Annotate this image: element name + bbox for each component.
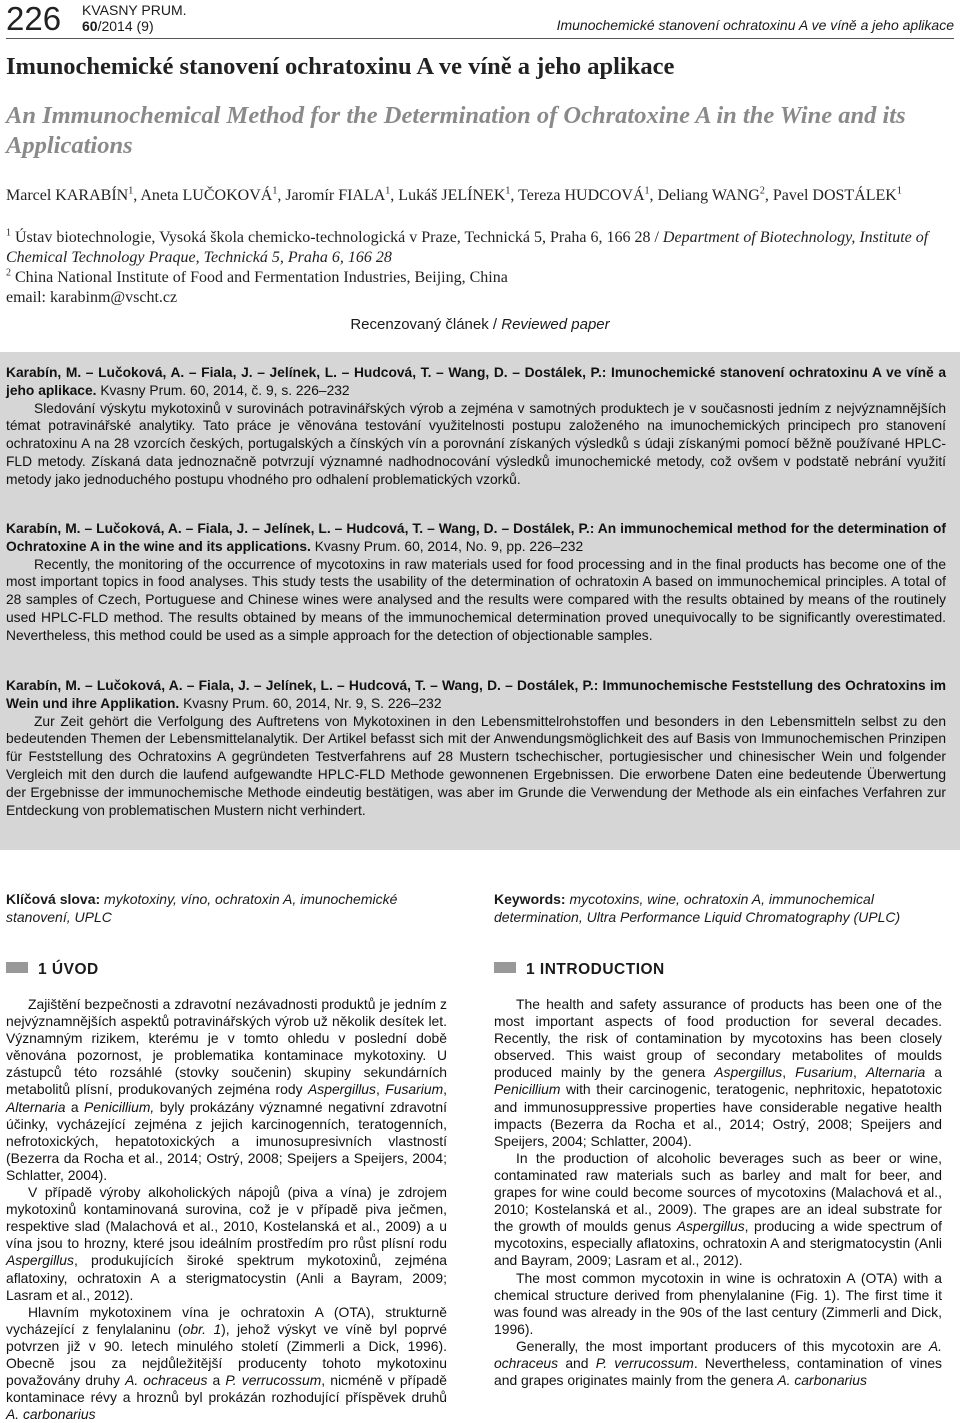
affiliations [6, 228, 946, 308]
section-heading-english: 1 INTRODUCTION [494, 961, 665, 979]
abstract-box [0, 352, 960, 850]
body-column-czech [6, 996, 447, 1423]
paragraph: The most common mycotoxin in wine is ochratoxin A (OTA) with a chemical structure derived from phenylalanine (Fig. 1). The first time it was found was already in the 90s of the last century (Zimmerli and Dick, 1996). [494, 1269, 942, 1337]
author: Lukáš JELÍNEK$^1$, [398, 185, 519, 204]
abstract-english: Karabín, M. – Lučoková, A. – Fiala, J. – Jelínek, L. – Hudcová, T. – Wang, D. – Dostálek, P.: An immunochemical method for the determination of Ochratoxine A in the wine and its applications. Kvasny Prum. 60, 2014, No. 9, pp. 226–232 Recently, the monitoring of the occurrence of mycotoxins in raw materials used for food processing and in the final products has become one of the most important topics in food analyses. This study tests the usability of the determination of ochratoxin A based on immunochemical principles. A total of 28 samples of Czech, Portuguese and Chinese wines were analysed and the results were compared with the results obtained by means of the routinely used HPLC-FLD method. The results obtained by means of the immunochemical determination proved unequivocally to be significantly overestimated. Nevertheless, this method could be used as a simple approach for the detection of objectionable samples. [6, 521, 946, 643]
paragraph: V případě výroby alkoholických nápojů (piva a vína) je zdrojem mykotoxinů kontaminovaná surovina, což je v případě piva ječmen, respektive slad (Malachová et al., 2010, Kostelanská et al., 2009) a u vína jsou to hrozny, které jsou ideálním prostředím pro růst plísní rodu Aspergillus, produkujících široké spektrum mykotoxinů, zejména aflatoxiny, ochratoxin A a sterigmatocystin (Anli a Bayram, 2009; Lasram et al., 2012). [6, 1184, 447, 1303]
abstract-german: Karabín, M. – Lučoková, A. – Fiala, J. – Jelínek, L. – Hudcová, T. – Wang, D. – Dostálek, P.: Immunochemische Feststellung des Ochratoxins im Wein und ihre Applikation. Kvasny Prum. 60, 2014, Nr. 9, S. 226–232 Zur Zeit gehört die Verfolgung des Auftretens von Mykotoxinen in den Lebensmittelrohstoffen und besonders in den Lebensmitteln selbst zu den bedeutenden Themen der Lebensmittelanalytik. Der Artikel befasst sich mit der Anwendungsmöglichkeit des auf Basis von Immunochemischen Prinzipen für Feststellung des Ochratoxins A gegründeten Testverfahrens auf 28 Mustern tschechischer, portugiesischer und chinesischer Wein und folgender Vergleich mit den durch die laufend aufgewandte HPLC-FLD Methode gewonnenen Ergebnissen. Die erworbene Daten eine bedeutende Überwertung der Ergebnisse der immunochemische Methode eindeutig bestätigen, was aber im Grunde die Verwendung der Methode als ein einfaches Verfahren zur Entdeckung von problematischen Mustern nicht verhindert. [6, 678, 946, 818]
author-list [6, 186, 946, 206]
affiliation-2: $^2$ China National Institute of Food and Fermentation Industries, Beijing, China [6, 267, 508, 286]
email[interactable]: email: karabinm@vscht.cz [6, 289, 178, 306]
keywords-czech: Klíčová slova: mykotoxiny, víno, ochratoxin A, imunochemické stanovení, UPLC [6, 891, 398, 925]
paragraph: The health and safety assurance of products has been one of the most important aspects of food production for several decades. Recently, the risk of contamination by mycotoxins has been closely observed. This waist group of secondary metabolites of moulds produced mainly by the genera Aspergillus, Fusarium, Alternaria a Penicillium with their carcinogenic, teratogenic, nephritoxic, hepatotoxic and immunosuppressive properties have considerable negative health impacts (Bezerra da Rocha et al., 2014; Ostrý, 2008; Speijers and Speijers, 2004; Schlatter, 2004). [494, 996, 943, 1149]
abstract-czech: Karabín, M. – Lučoková, A. – Fiala, J. – Jelínek, L. – Hudcová, T. – Wang, D. – Dostálek, P.: Imunochemické stanovení ochratoxinu A ve víně a jeho aplikace. Kvasny Prum. 60, 2014, č. 9, s. 226–232 Sledování výskytu mykotoxinů v surovinách potravinářských výrob a zejména v samotných produktech je v současnosti jedním z nejvýznamnějších témat potravinářské analytiky. Tato práce je věnována testování využitelnosti postupu založeného na imunochemických principech pro stanovení ochratoxinu A na 28 vzorcích českých, portugalských a čínských vín a porovnání získaných výsledků s údaji získanými pomocí běžně používané HPLC-FLD metody. Získaná data jednoznačně potvrzují významné nadhodnocování výsledků imunochemické metody, což ovšem v podstatě nebrání využití metody jako jednoduchého postupu vhodného pro odhalení problematických vzorků. [6, 365, 946, 487]
body-column-english [494, 996, 942, 1389]
paragraph: Hlavním mykotoxinem vína je ochratoxin A (OTA), strukturně vycházející z fenylalaninu (obr. 1), jehož výskyt ve víně byl poprvé potvrzen již v 90. letech minulého století (Zimmerli a Dick, 1996). Obecně jsou za nejdůležitější producenty tohoto mykotoxinu považovány druhy A. ochraceus a P. verrucossum, nicméně v případě kontaminace révy a hroznů byl prokázán rozhodující příspěvek druhů A. carbonarius [6, 1303, 447, 1423]
header-divider [6, 38, 954, 39]
section-heading-czech: 1 ÚVOD [6, 961, 99, 979]
paragraph: Generally, the most important producers of this mycotoxin are A. ochraceus and P. verrucossum. Nevertheless, contamination of vines and grapes originates mainly from the genera A. carbonarius [494, 1337, 943, 1389]
paragraph: In the production of alcoholic beverages such as beer or wine, contaminated raw materials such as barley and malt for beer, and grapes for wine could become sources of mycotoxins (Malachová et al., 2010; Kostelanská et al., 2009). The grapes are an ideal substrate for the growth of moulds genus Aspergillus, producing a wide spectrum of mycotoxins, especially aflatoxins, ochratoxin A and sterigmatocystin (Anli and Bayram, 2009; Lasram et al., 2012). [494, 1149, 943, 1269]
title-czech: Imunochemické stanovení ochratoxinu A ve víně a jeho aplikace [6, 53, 675, 80]
journal-name: KVASNY PRUM. [82, 2, 187, 18]
keywords-english: Keywords: mycotoxins, wine, ochratoxin A, immunochemical determination, Ultra Performance Liquid Chromatography (UPLC) [494, 891, 901, 925]
author: Marcel KARABÍN$^1$, [6, 185, 141, 204]
heading-marker [494, 962, 516, 973]
title-english: An Immunochemical Method for the Determination of Ochratoxine A in the Wine and its Applications [6, 102, 906, 159]
author: Jaromír FIALA$^1$, [285, 185, 399, 204]
author: Pavel DOSTÁLEK$^1$ [772, 185, 902, 204]
review-label: Recenzovaný článek / Reviewed paper [350, 316, 610, 333]
paragraph: Zajištění bezpečnosti a zdravotní nezávadnosti produktů je jedním z nejvýznamnějších aspektů potravinářských výrob už několik desítek let. Významným rizikem, kterému je v tomto ohledu v poslední době věnována pozornost, je problematika kontaminace mykotoxiny. U zástupců této rozsáhlé (stovky součenin) skupiny sekundárních metabolitů plísní, produkovaných zejména rody Aspergillus, Fusarium, Alternaria a Penicillium, byly prokázány významné negativní zdravotní účinky, vycházející zejména z jejich karcinogenních, teratogenních, nefrotoxických, hepatotoxických a imunosupresivních vlastností (Bezerra da Rocha et al., 2014; Ostrý, 2008; Speijers a Speijers, 2004; Schlatter, 2004). [6, 996, 448, 1183]
author: Aneta LUČOKOVÁ$^1$, [140, 185, 286, 204]
author: Deliang WANG$^2$, [657, 185, 773, 204]
journal-volume: 60/2014 (9) [82, 18, 154, 34]
author: Tereza HUDCOVÁ$^1$, [518, 185, 658, 204]
heading-marker [6, 962, 28, 973]
affiliation-1: $^1$ Ústav biotechnologie, Vysoká škola chemicko-technologická v Praze, Technická 5, Praha 6, 166 28 / Department of Biotechnology, Institute of Chemical Technology Praque, Technická 5, Praha 6, 166 28 [6, 227, 929, 266]
page-number: 226 [6, 0, 62, 37]
running-title: Imunochemické stanovení ochratoxinu A ve víně a jeho aplikace [556, 17, 954, 33]
